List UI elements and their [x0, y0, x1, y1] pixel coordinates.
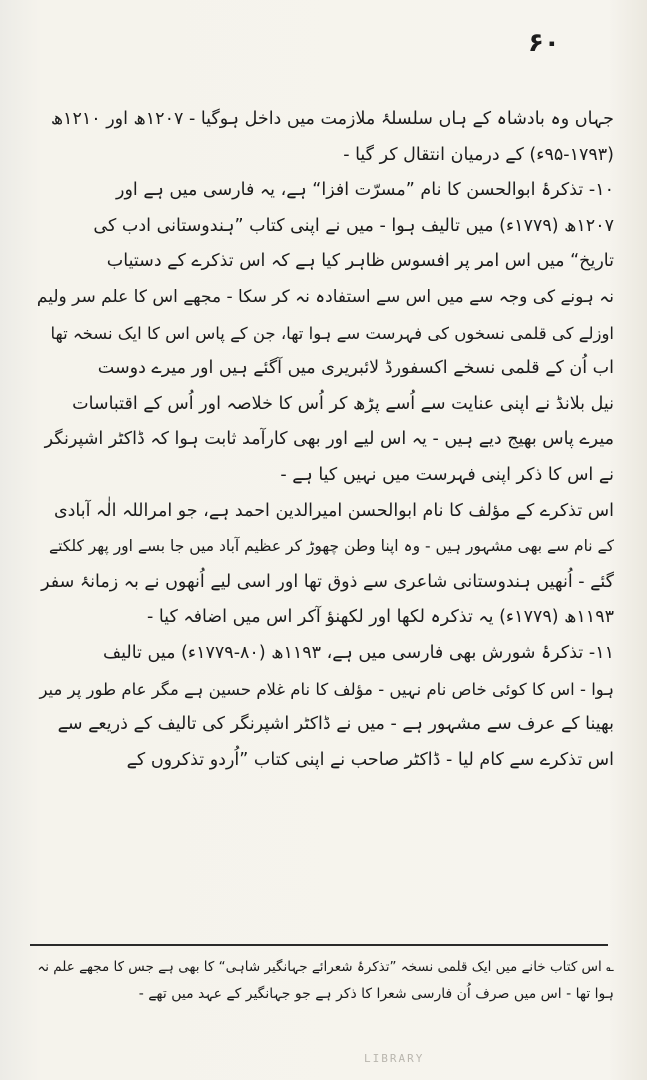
text-line: ہوا - اس کا کوئی خاص نام نہیں - مؤلف کا نام غلام حسین ہے مگر عام طور پر میر — [39, 679, 614, 699]
text-line: ۱۱- تذکرۂ شورش بھی فارسی میں ہے، ۱۱۹۳ھ (۸۰-۱۷۷۹ء) میں تالیف — [103, 642, 614, 663]
footnote — [34, 954, 614, 1008]
paragraph-1 — [34, 102, 614, 173]
text-line: بھینا کے عرف سے مشہور ہے - میں نے ڈاکٹر اشپرنگر کی تالیف کے ذریعے سے — [57, 714, 614, 735]
text-line: جہاں وہ بادشاہ کے ہاں سلسلۂ ملازمت میں داخل ہوگیا - ۱۲۰۷ھ اور ۱۲۱۰ھ — [50, 109, 614, 129]
text-line: نہ ہونے کی وجہ سے میں اس سے استفادہ نہ کر سکا - مجھے اس کا علم سر ولیم — [36, 286, 614, 307]
text-line: ۱۱۹۳ھ (۱۷۷۹ء) یہ تذکرہ لکھا اور لکھنؤ آکر اس میں اضافہ کیا - — [146, 607, 614, 628]
text-line: اس تذکرے کے مؤلف کا نام ابوالحسن امیرالدین احمد ہے، جو امراللہ الٰہ آبادی — [53, 500, 614, 521]
paragraph-3 — [34, 494, 614, 636]
library-stamp: LIBRARY — [364, 1052, 425, 1065]
footnote-line: ؎ اس کتاب خانے میں ایک قلمی نسخہ ”تذکرۂ شعرائے جہانگیر شاہی“ کا بھی ہے جس کا مجھے علم نہ — [37, 959, 614, 975]
text-line: تاریخ“ میں اس امر پر افسوس ظاہر کیا ہے کہ اس تذکرے کے دستیاب — [106, 251, 614, 272]
paragraph-4 — [34, 636, 614, 778]
body-text — [34, 102, 614, 778]
text-line: کے نام سے بھی مشہور ہیں - وہ اپنا وطن چھوڑ کر عظیم آباد میں جا بسے اور پھر کلکتے — [49, 537, 614, 556]
text-line: نیل بلانڈ نے اپنی عنایت سے اُسے پڑھ کر اُس کا خلاصہ اور اُس کے اقتباسات — [72, 393, 614, 414]
text-line: اوزلے کی قلمی نسخوں کی فہرست سے ہوا تھا، جن کے پاس اس کا ایک نسخہ تھا — [50, 323, 614, 343]
text-line: میرے پاس بھیج دیے ہیں - یہ اس لیے اور بھی کارآمد ثابت ہوا کہ ڈاکٹر اشپرنگر — [44, 429, 614, 450]
text-line: اب اُن کے قلمی نسخے اکسفورڈ لائبریری میں آگئے ہیں اور میرے دوست — [97, 358, 614, 379]
paragraph-2 — [34, 173, 614, 493]
page-number: ۶۰ — [528, 28, 560, 58]
footnote-line: ہوا تھا - اس میں صرف اُن فارسی شعرا کا ذکر ہے جو جہانگیر کے عہد میں تھے - — [138, 986, 614, 1002]
text-line: گئے - اُنھیں ہندوستانی شاعری سے ذوق تھا اور اسی لیے اُنھوں نے بہ زمانۂ سفر — [41, 571, 614, 592]
text-line: اس تذکرے سے کام لیا - ڈاکٹر صاحب نے اپنی کتاب ”اُردو تذکروں کے — [126, 749, 614, 770]
text-line: ۱۰- تذکرۂ ابوالحسن کا نام ”مسرّت افزا“ ہے، یہ فارسی میں ہے اور — [116, 180, 614, 201]
footnote-divider — [30, 944, 608, 946]
text-line: ۱۲۰۷ھ (۱۷۷۹ء) میں تالیف ہوا - میں نے اپنی کتاب ”ہندوستانی ادب کی — [93, 215, 614, 236]
text-line: نے اس کا ذکر اپنی فہرست میں نہیں کیا ہے - — [280, 464, 614, 485]
text-line: (۹۵-۱۷۹۳ء) کے درمیان انتقال کر گیا - — [343, 144, 614, 165]
